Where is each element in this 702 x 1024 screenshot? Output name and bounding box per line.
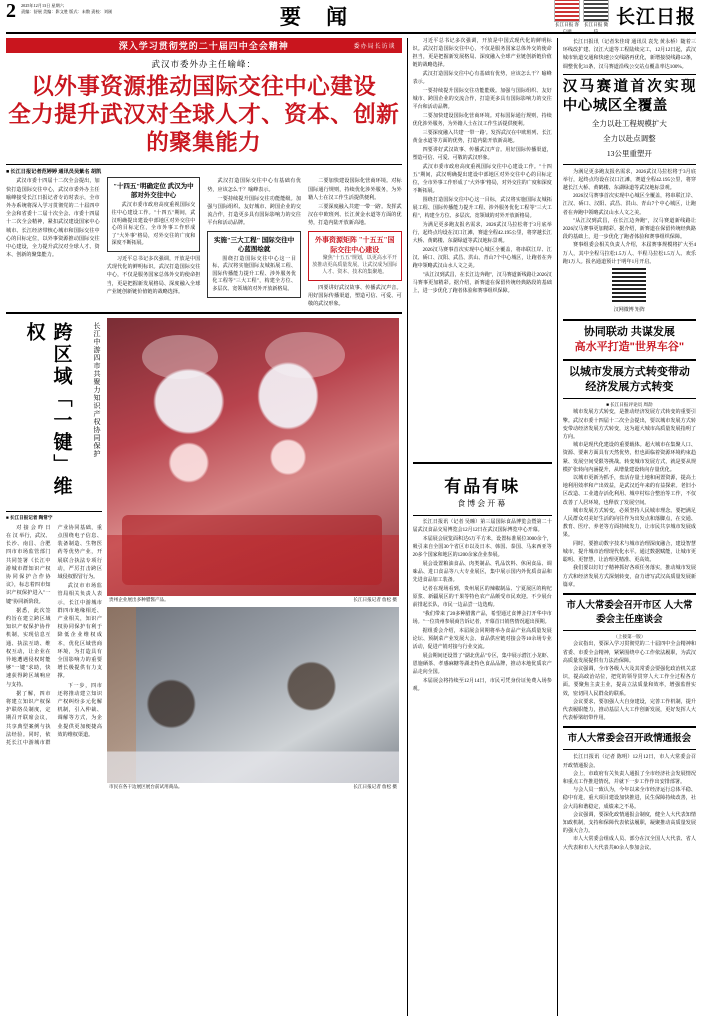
npc-briefing-byline: 长江日报讯（记者 陈明）12月12日，市人大常委会召开政情通报会。 [562, 754, 696, 769]
commentary-para: 城市是现代化建设的重要载体。超大城市在集聚人口、资源、要素方面具有天然优势，但也面临着资源环境约束趋紧、发展空间受限等挑战。转变城市发展方式，就是要从规模扩张转向内涵提升，从增量建设转向存量优化。 [562, 442, 696, 473]
lead-box-1 [107, 177, 201, 252]
ip-protection-article [6, 318, 102, 791]
masthead [6, 0, 696, 34]
divider [413, 462, 552, 464]
ip-para: 对 接 会 昨 日 在 汉 举行，武汉、长沙、南昌、合肥四市市场监管部门共同签署《长江中游城市群知识产权协同保护合作协议》，标志着四市知识产权保护进入"一键"协同新阶段。 [6, 524, 51, 605]
market-photo [107, 607, 399, 783]
section-title: 要 闻 [279, 4, 358, 29]
npc-meeting-byline: （上接第一版） [613, 633, 646, 639]
ip-para: 据了解，四市将建立知识产权保护联络员制度，定期召开联席会议，共享典型案例与执法经验。同时，依托长江中游城市群产业协同基础，重点围绕电子信息、装备制造、生物医药等优势产业，开展联合执法专项行动，严厉打击跨区域侵权假冒行为。 [6, 524, 102, 746]
photo-stack [107, 318, 399, 791]
right-column [563, 38, 696, 1016]
food-expo-para: 据组委会介绍，本届展会同期将举办食品产业高质量发展论坛、预制菜产业发展大会、食品供应链对接会等10余场专业活动，促进产销对接与行业交流。 [412, 629, 552, 650]
lead-shoulder: 武汉市委外办主任喻峰： [151, 59, 257, 69]
food-expo-byline: 长江日报讯（记者 吴曈）第三届国际食品博览会暨第二十届武汉食品交易博览会12月12日在武汉国际博览中心开幕。 [412, 520, 552, 533]
lead-byline: ■ 长江日报记者范婷婷 通讯员吴紫名 胡凯 [6, 169, 102, 176]
marathon-para: 赛事组委会相关负责人介绍，本届赛事规模将扩大至4万人，其中全程马拉松1.5万人、半程马拉松1.5万人、欢乐跑1万人。报名通道预计于明年1月开启。 [562, 242, 696, 265]
divider [563, 749, 696, 750]
masthead-meta [21, 1, 112, 15]
lead-box-1-title: "十四五"明确定位 武汉为中部对外交往中心 [113, 183, 194, 200]
qr-code-icon[interactable] [554, 0, 580, 22]
qr-wechat-caption: 长江日报 微信 [583, 22, 609, 34]
lead-headline-2: 全力提升武汉对全球人才、资本、创新的聚集能力 [8, 102, 400, 156]
mid-para: 一要持续提升国际交往功能能级。加强与国际组织、友好城市、跨国企业的交流合作，打造更多具有国际影响力的交往平台和活动品牌。 [412, 89, 552, 110]
lead-para: 习近平总书记多次强调，开放是中国式现代化的鲜明标识。武汉打造国际交往中心，不仅是服务国家总体外交的使命担当，更是把握新发展格局、深度融入全球产业链创新链价值链的战略选择。 [106, 255, 201, 295]
newspaper-logo: 长江日报 [615, 7, 696, 28]
lead-para: 一要持续提升国际交往功能能级。加强与国际组织、友好城市、跨国企业的交流合作，打造更多具有国际影响力的交往平台和活动品牌。 [207, 195, 301, 227]
divider [563, 74, 696, 75]
mid-para: 武汉打造国际交往中心有基础有优势，应该怎么干？喻峰表示。 [412, 72, 552, 85]
mid-para: 二要加快建设国际化营商环境。对标国际通行规则，持续优化涉外服务，为外籍人士在汉工作生活提供便利。 [412, 114, 552, 127]
ip-article-byline: ■ 长江日报记者 陶常宁 [6, 515, 53, 521]
marathon-body [563, 168, 696, 266]
divider [413, 515, 552, 516]
qr-app-block[interactable] [554, 0, 580, 35]
theme-banner-text: 深入学习贯彻党的二十届四中全会精神 [118, 41, 289, 51]
middle-spacer [413, 38, 552, 458]
divider [6, 164, 402, 165]
market-photo-caption [107, 783, 399, 791]
middle-column [407, 38, 558, 1016]
mid-para: 武汉市委市政府高度重视国际交往中心建设工作。"十四五"期间，武汉明确提出建设中部地区对外交往中心的目标定位，全市外事工作形成了"大外事"格局，对外交往的广度和深度不断拓展。 [412, 165, 552, 194]
npc-briefing-body [563, 753, 696, 851]
npc-briefing-title: 市人大常委会召开政情通报会 [567, 733, 692, 745]
cargu-subtitle: 高水平打造"世界车谷" [574, 340, 685, 353]
food-expo-subtitle: 食博会开幕 [457, 499, 508, 508]
lead-box-1-text: 武汉市委市政府高度重视国际交往中心建设工作。"十四五"期间，武汉明确提出建设中部地区对外交往中心的目标定位，全市外事工作形成了"大外事"格局，对外交往的广度和深度不断拓展。 [111, 203, 196, 247]
masthead-center [126, 0, 511, 31]
masthead-date: 2025年12月13日 星期六 [21, 3, 64, 8]
food-expo-para: 本届展会将持续至12月14日，市民可凭身份证免费入场参观。 [412, 679, 552, 692]
marathon-sub-3: 13公里重塑开 [606, 148, 652, 158]
food-expo-para: 本届展会展览面积达6万平方米，设置标准展位3000余个，吸引来自全国30个省区市以及日本、韩国、泰国、马来西亚等20多个国家和地区的1200余家企业参展。 [412, 537, 552, 558]
ip-para: 据悉，此次签约旨在建立跨区域知识产权保护协作机制，实现信息互通、执法互助、维权互动，让企业在异地遭遇侵权时能够"一键"求助，快速获得跨区域响应与支持。 [6, 607, 51, 688]
divider [563, 593, 696, 595]
marathon-byline [563, 38, 696, 71]
cargu-title: 协同联动 共谋发展 [583, 325, 675, 338]
food-expo-body [413, 519, 552, 695]
lead-box-2 [207, 231, 301, 298]
ip-article-headline: 跨区域「一键」维权 [23, 322, 72, 499]
npc-para: 会议强调，全市各级人大及其常委会要强化政治机关意识，提高政治站位，把党的领导贯穿人大工作全过程各方面。要聚焦主责主业，提高立法质量和效率，增强监督实效，密切同人民群众的联系。 [562, 666, 696, 697]
marathon-headline: 汉马赛道首次实现中心城区全覆盖 [562, 78, 696, 114]
divider [6, 312, 402, 314]
theme-banner [6, 38, 402, 53]
mid-para: "从江汉到武昌，在长江边奔跑"，汉马赛道新线路让2026汉马赛事更加精彩。据介绍，新赛道在保留传统经典路段的基础上，进一步优化了跑者体验和赛事组织保障。 [412, 273, 552, 294]
lead-redbox-title: 外事资源矩阵 "十五五"国际交往中心建设 [315, 235, 395, 254]
middle-continued-text [413, 38, 552, 297]
qr-wechat-block[interactable] [583, 0, 609, 35]
theme-banner-sub: 委办局长访谈 [353, 44, 396, 50]
mid-para: 为满足更多跑友报名需求，2026武汉马拉松将于3月底举行，起终点均设在汉口江滩，赛道全程42.195公里，将穿越长江大桥、黄鹤楼、东湖绿道等武汉地标景观。 [412, 223, 552, 244]
npc-briefing-para: 与会人员一致认为，今年以来全市经济运行总体平稳、稳中有进，重大项目建设加快推进，民生保障持续改善，社会大局和谐稳定，成绩来之不易。 [562, 787, 696, 810]
divider [563, 630, 696, 631]
divider [563, 726, 696, 728]
lead-headline-block [6, 53, 402, 160]
lower-left-area [6, 318, 402, 791]
ip-article-subhead: 长江中游四市共聚力知识产权协同保护 [93, 322, 101, 459]
marathon-para: "从江汉到武昌，在长江边奔跑"，汉马赛道新线路让2026汉马赛事更加精彩。据介绍，新赛道在保留传统经典路段的基础上，进一步优化了跑者体验和赛事组织保障。 [562, 217, 696, 241]
qr-code-icon[interactable] [583, 0, 609, 22]
food-expo-para: 展会期间还设置了"湖北优品"专区，集中展示潜江小龙虾、恩施硒茶、孝感麻糖等湖北特色食品品牌，推动本地优质农产品走向全国。 [412, 654, 552, 675]
divider [563, 398, 696, 399]
marathon-para: 为满足更多跑友报名需求，2026武汉马拉松将于3月底举行，起终点均设在汉口江滩，赛道全程42.195公里，将穿越长江大桥、黄鹤楼、东湖绿道等武汉地标景观。 [562, 168, 696, 191]
npc-briefing-para: 会议强调，要深化政情通报会制度，健全人大代表知情知政机制，支持和保障代表依法履职，凝聚推动高质量发展的强大合力。 [562, 811, 696, 835]
lead-para: 四要讲好武汉故事、传播武汉声音。用好国际传播渠道，塑造可信、可爱、可敬的武汉形象。 [307, 284, 402, 307]
lead-para: 武汉市委十四届十二次全会提出，加快打造国际交往中心，武汉市委外办主任喻峰接受长江日报记者专访时表示，全市外办系统将深入学习贯彻党的二十届四中全会和省委十二届十次全会、市委十四届十二次全会精神，紧扣武汉建设国家中心城市、长江经济带核心城市和国际交往中心的目标定位，以外事资源推动国际交往中心建设，全力提升武汉对全球人才、资本、创新的聚集能力。 [6, 178, 100, 259]
lead-redbox-text: 聚焦"十五五"规划，以更高水平开放推动更高质量发展，让武汉成为国际人才、资本、技术的集聚地。 [312, 255, 398, 275]
divider [6, 511, 102, 512]
food-expo-para: "我们带来了20多种腊酱产品，希望通过食博会打开华中市场。"一位贵州参展商告诉记者，开幕首日销售情况超出预期。 [412, 612, 552, 625]
marathon-sub-2: 全力以赴点调整 [603, 133, 656, 143]
ip-para: 武汉市市场监管局相关负责人表示，长江中游城市群四市地缘相近、产业相关，知识产权协同保护有利于降低企业维权成本，优化区域营商环境，为打造具有全国影响力的重要增长极提供有力支撑。 [57, 583, 102, 680]
lead-box-2-title: 实施"三大工程" 国际交往中心蓝图绘就 [213, 236, 295, 253]
lead-box-2-text: 围绕打造国际交往中心这一目标，武汉将实施国际友城拓展工程、国际传播能力提升工程、涉外服务优化工程等"三大工程"，构建全方位、多层次、宽领域的对外开放新格局。 [212, 256, 296, 292]
qr-note: 汉网微博 矩阵 [613, 307, 646, 313]
main-column [6, 38, 402, 1016]
photo-caption-text: 贵州企业展出多种腊酱产品。 [109, 597, 169, 603]
masthead-left [6, 0, 126, 31]
marathon-byline-text: 长江日报讯（记者朱佳琦 通讯员 袁先 黄永桥）随着三环线改扩建、汉江大道等工程陆续完工，12月12日起，武汉城市轨道交通和快速公交线路再优化，新增接驳线路12条，调整优化31条，汉马赛道沿线公交站点覆盖率达100%。 [562, 39, 696, 70]
photo-credit: 长江日报记者 詹松 摄 [353, 784, 397, 790]
npc-para: 会议指出，要深入学习贯彻党的二十届四中全会精神和省委、市委全会精神，紧紧围绕中心工作依法履职，为武汉高质量发展提供有力法治保障。 [562, 641, 696, 664]
npc-meeting-body [563, 640, 696, 722]
commentary-para: 城市发展方式转变，是推动经济发展方式转变的重要引擎。武汉市委十四届十二次全会提出，要以城市发展方式转变带动经济发展方式转变，这为超大城市高质量发展指明了方向。 [562, 409, 696, 441]
commentary-title: 以城市发展方式转变带动 经济发展方式转变 [568, 365, 690, 393]
page-number: 2 [6, 0, 16, 22]
npc-meeting-title: 市人大常委会召开市区 人大常委会主任座谈会 [566, 599, 693, 625]
commentary-body [563, 408, 696, 588]
food-expo-photo-caption [107, 596, 399, 604]
food-expo-photo [107, 318, 399, 596]
food-expo-para: 展会设置粮油食品、肉类制品、乳品饮料、休闲食品、调味品、进口食品等八大专业展区，集中展示国内外优质食品和先进食品加工装备。 [412, 562, 552, 583]
qr-app-caption: 长江日报 客户端 [554, 22, 580, 34]
npc-briefing-para: 市人大常委会组成人员、部分在汉全国人大代表、省人大代表和市人大代表共80余人参加会议。 [562, 836, 696, 851]
divider [563, 359, 696, 361]
masthead-right [511, 0, 696, 34]
masthead-credits: 责编：舒展 美编：影文胜 版式：未散 责校：刘刚 [21, 9, 113, 14]
npc-para: 会议要求，要加强人大自身建设，完善工作机制，提升代表履职能力，推动基层人大工作创新发展，更好发挥人大代表桥梁纽带作用。 [562, 698, 696, 722]
marathon-sub-1: 全力以赴工程规模扩大 [591, 118, 667, 128]
food-expo-title: 有品有味 [444, 477, 521, 496]
lead-para: 三要深度融入共建'一带一路'。发挥武汉在中欧班列、长江黄金水道等方面的优势，打造内陆开放新高地。 [307, 203, 402, 227]
commentary-byline: ■ 长江日报评论员 周劼 [606, 401, 653, 407]
lead-redbox [308, 231, 402, 281]
photo-credit: 长江日报记者 詹松 摄 [353, 597, 397, 603]
npc-briefing-para: 会上，市政府有关负责人通报了全市经济社会发展情况和重点工作推进情况，并就下一步工作作出安排部署。 [562, 770, 696, 786]
mid-para: 四要讲好武汉故事、传播武汉声音。用好国际传播渠道，塑造可信、可爱、可敬的武汉形象。 [412, 148, 552, 161]
marathon-para: 2026汉马赛事首次实现中心城区全覆盖，将串联江岸、江汉、硚口、汉阳、武昌、洪山、青山7个中心城区，让跑者在奔跑中领略武汉山水人文之美。 [562, 193, 696, 216]
commentary-para: 我们要以钉钉子精神抓好各项任务落实，推动城市发展方式和经济发展方式深刻转变，奋力谱写武汉高质量发展新篇章。 [562, 565, 696, 588]
lead-para: 武汉打造国际交往中心有基础有优势，应该怎么干？喻峰表示。 [207, 178, 301, 193]
lead-para: 二要加快建设国际化营商环境。对标国际通行规则，持续优化涉外服务，为外籍人士在汉工作生活提供便利。 [307, 178, 402, 201]
commentary-para: 城市发展方式转变，必须坚持人民城市理念。要把满足人民群众对美好生活的向往作为出发点和落脚点，在交通、教育、医疗、养老等方面持续发力，让市民共享城市发展成果。 [562, 507, 696, 539]
lead-body [6, 177, 402, 308]
commentary-para: 以城市更新为抓手，盘活存量土地和闲置资源，提高土地利用效率和产出效益，是武汉近年来的有益探索。老旧小区改造、工业遗存活化利用、城中村综合整治等工作，不仅改善了人居环境，也释放了发展空间。 [562, 475, 696, 506]
qr-code-icon[interactable] [612, 268, 646, 302]
commentary-para: 同时，要推动数字技术与城市治理深度融合，建设智慧城市，提升城市治理现代化水平。通过数据赋能，让城市更聪明、更智慧，让治理更精准、更高效。 [562, 540, 696, 564]
photo-caption-text: 市民在各干边展区展台前试用商品。 [109, 784, 183, 790]
ip-para: 下一步，四市还将推动建立知识产权纠纷多元化解机制，引入仲裁、调解等方式，为企业提供更加便捷高效的维权渠道。 [57, 682, 102, 738]
vertical-title-wrap [6, 318, 102, 508]
divider [563, 164, 696, 165]
ip-article-body [6, 524, 102, 747]
mid-para: 围绕打造国际交往中心这一目标，武汉将实施国际友城拓展工程、国际传播能力提升工程、涉外服务优化工程等"三大工程"，构建全方位、多层次、宽领域的对外开放新格局。 [412, 198, 552, 219]
mid-para: 习近平总书记多次强调，开放是中国式现代化的鲜明标识。武汉打造国际交往中心，不仅是服务国家总体外交的使命担当，更是把握新发展格局、深度融入全球产业链创新链价值链的战略选择。 [412, 39, 552, 68]
divider [563, 319, 696, 321]
page-body [6, 38, 696, 1016]
lead-headline-1: 以外事资源推动国际交往中心建设 [31, 74, 377, 99]
mid-para: 2026汉马赛事首次实现中心城区全覆盖，将串联江岸、江汉、硚口、汉阳、武昌、洪山、青山7个中心城区，让跑者在奔跑中领略武汉山水人文之美。 [412, 248, 552, 269]
mid-para: 三要深度融入共建'一带一路'。发挥武汉在中欧班列、长江黄金水道等方面的优势，打造内陆开放新高地。 [412, 131, 552, 144]
food-expo-para: 记者在现场看到，贵州展区的辣椒制品、宁夏展区的枸杞原浆、新疆展区的干果等特色农产品颇受市民欢迎。不少展台前排起长队，市民一边品尝一边选购。 [412, 587, 552, 608]
